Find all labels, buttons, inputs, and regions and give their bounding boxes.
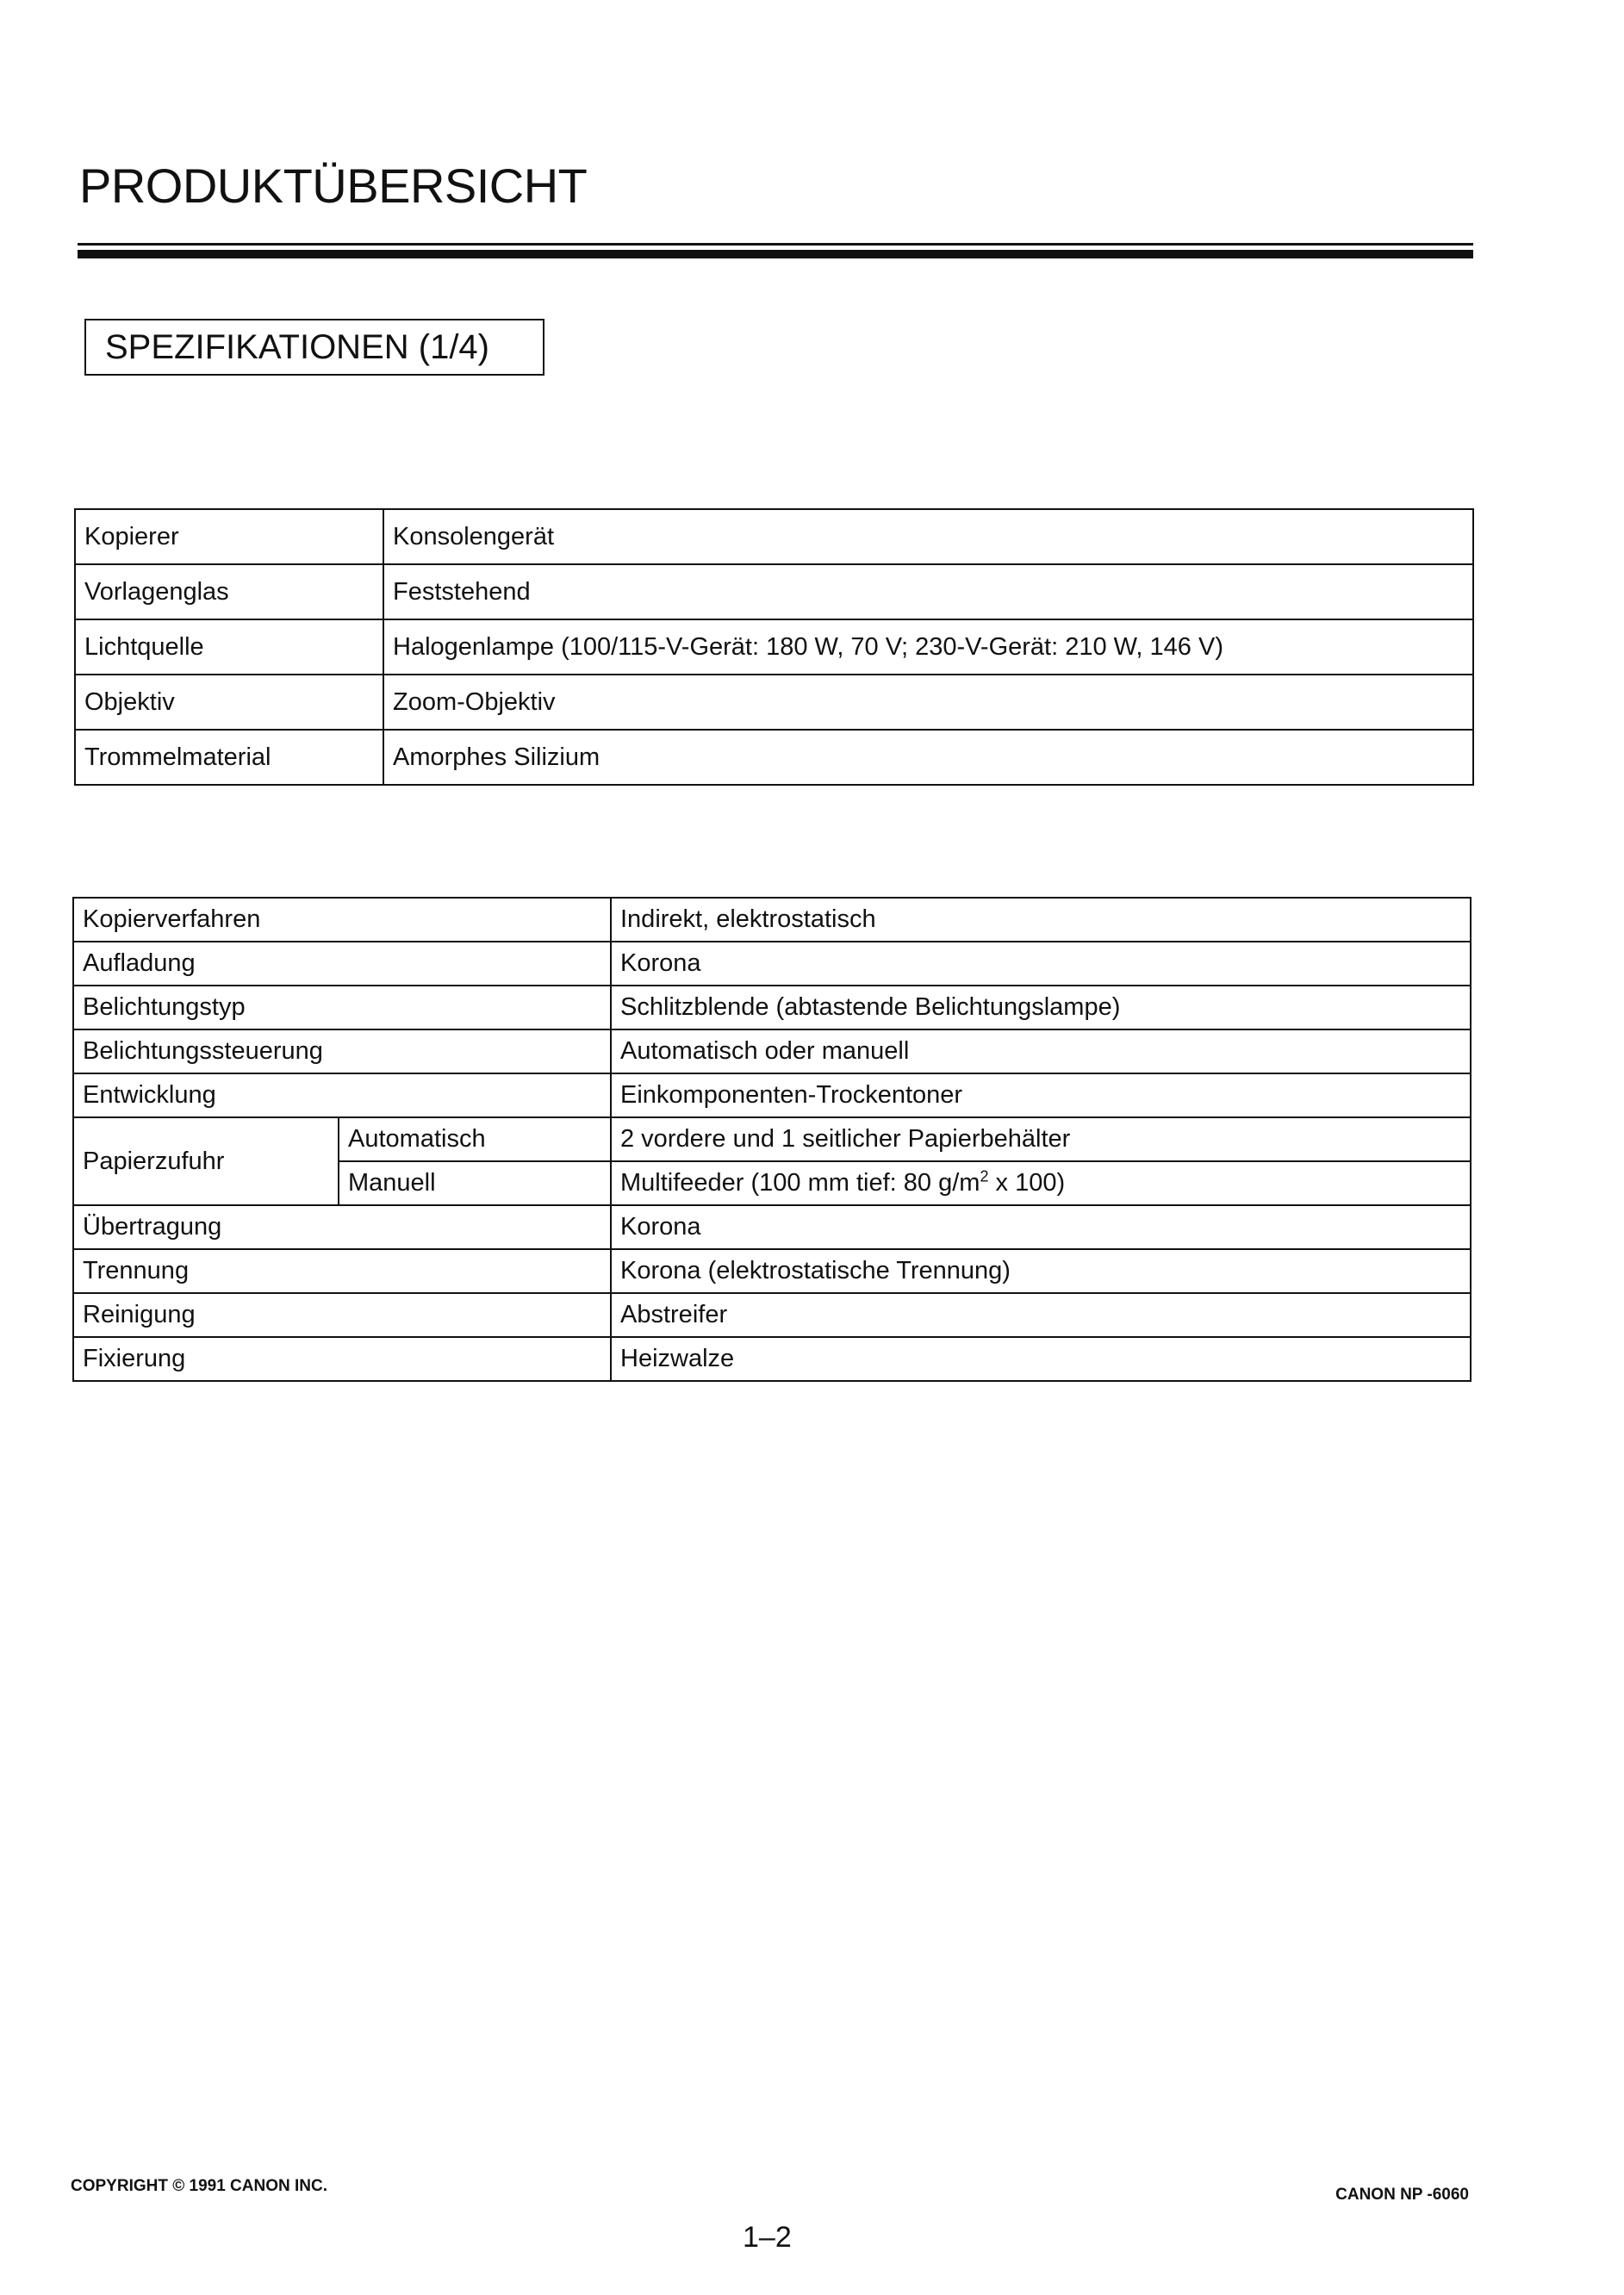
- paper-feed-manual-label: Manuell: [339, 1161, 611, 1205]
- spec-label: Fixierung: [73, 1337, 611, 1381]
- table-row: [73, 942, 1471, 986]
- spec-value: Korona (elektrostatische Trennung): [611, 1249, 1471, 1293]
- table-row: [73, 1073, 1471, 1117]
- table-row: [73, 1249, 1471, 1293]
- paper-feed-manual-value: [611, 1161, 1471, 1205]
- paper-feed-label: Papierzufuhr: [73, 1117, 339, 1205]
- spec-value: Korona: [611, 1205, 1471, 1249]
- spec-value: Zoom-Objektiv: [383, 675, 1473, 730]
- paper-feed-auto-label: Automatisch: [339, 1117, 611, 1161]
- table-row: [73, 898, 1471, 942]
- spec-value: Indirekt, elektrostatisch: [611, 898, 1471, 942]
- spec-label: Lichtquelle: [75, 619, 383, 675]
- spec-value: Einkomponenten-Trockentoner: [611, 1073, 1471, 1117]
- manual-value-text: Multifeeder (100 mm tief: 80 g/m: [620, 1169, 980, 1197]
- spec-label: Kopierverfahren: [73, 898, 611, 942]
- table-row: [75, 730, 1473, 785]
- spec-value: Amorphes Silizium: [383, 730, 1473, 785]
- page-number: 1–2: [743, 2221, 792, 2254]
- spec-label: Objektiv: [75, 675, 383, 730]
- section-heading: SPEZIFIKATIONEN (1/4): [84, 319, 544, 376]
- table-row: [73, 986, 1471, 1029]
- table-row: [75, 675, 1473, 730]
- spec-label: Vorlagenglas: [75, 564, 383, 619]
- spec-value: Halogenlampe (100/115-V-Gerät: 180 W, 70 V; 230-V-Gerät: 210 W, 146 V): [383, 619, 1473, 675]
- spec-value: Automatisch oder manuell: [611, 1029, 1471, 1073]
- table-row: [75, 564, 1473, 619]
- spec-label: Reinigung: [73, 1293, 611, 1337]
- table-row: [75, 509, 1473, 564]
- spec-label: Belichtungstyp: [73, 986, 611, 1029]
- spec-value: Feststehend: [383, 564, 1473, 619]
- spec-label: Entwicklung: [73, 1073, 611, 1117]
- spec-label: Übertragung: [73, 1205, 611, 1249]
- table-row: [73, 1029, 1471, 1073]
- spec-value: Schlitzblende (abtastende Belichtungslampe): [611, 986, 1471, 1029]
- spec-value: Korona: [611, 942, 1471, 986]
- spec-value: Heizwalze: [611, 1337, 1471, 1381]
- table-row: [73, 1117, 1471, 1161]
- table-row: [73, 1293, 1471, 1337]
- spec-value: Abstreifer: [611, 1293, 1471, 1337]
- table-row: [73, 1205, 1471, 1249]
- spec-table-1: [74, 508, 1474, 786]
- spec-table-2: [72, 897, 1472, 1382]
- title-rule-thick: [78, 250, 1473, 258]
- spec-value: Konsolengerät: [383, 509, 1473, 564]
- title-rule-thin: [78, 243, 1473, 246]
- page-title: PRODUKTÜBERSICHT: [79, 159, 588, 213]
- spec-label: Trennung: [73, 1249, 611, 1293]
- spec-label: Belichtungssteuerung: [73, 1029, 611, 1073]
- manual-value-superscript: 2: [980, 1167, 989, 1185]
- copyright-notice: COPYRIGHT © 1991 CANON INC.: [71, 2177, 327, 2195]
- spec-label: Kopierer: [75, 509, 383, 564]
- paper-feed-auto-value: 2 vordere und 1 seitlicher Papierbehälter: [611, 1117, 1471, 1161]
- table-row: [73, 1337, 1471, 1381]
- spec-label: Aufladung: [73, 942, 611, 986]
- manual-value-text-end: x 100): [988, 1169, 1066, 1197]
- model-name: CANON NP -6060: [1335, 2186, 1469, 2204]
- spec-label: Trommelmaterial: [75, 730, 383, 785]
- table-row: [75, 619, 1473, 675]
